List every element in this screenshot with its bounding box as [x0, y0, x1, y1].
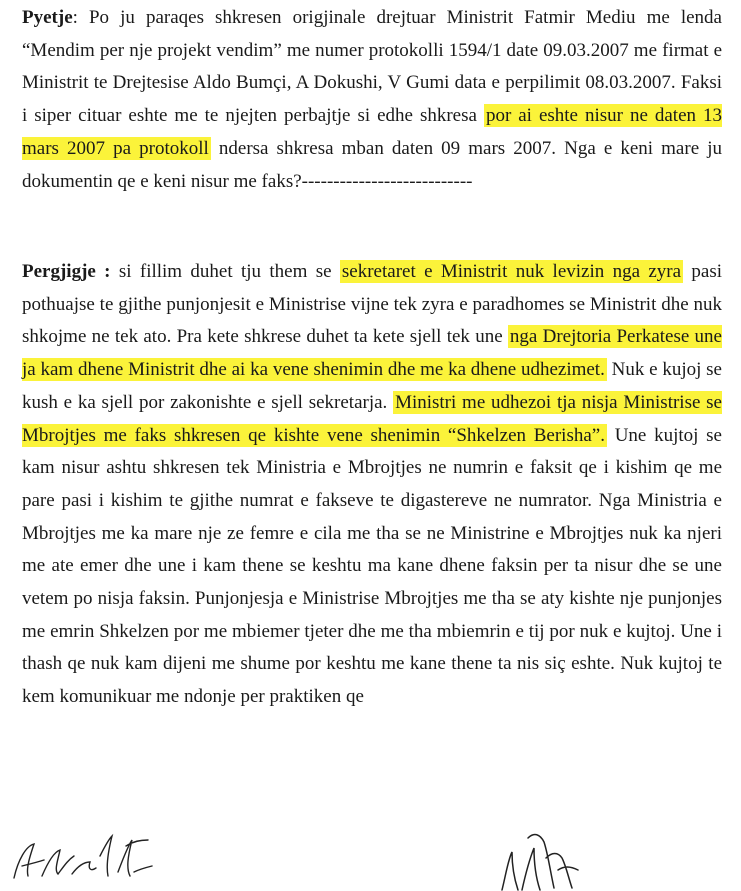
signature-right	[488, 818, 598, 891]
question-paragraph	[22, 2, 722, 198]
signature-left	[8, 826, 158, 888]
answer-text-2: pasi pothuajse te gjithe punjonjesit e Ministrise vijne tek zyra e paradhomes se Ministrit dhe nuk shkojme ne tek ato. Pra kete shkrese duhet ta kete sjell tek une	[22, 261, 722, 348]
answer-text-3: Nuk e kujoj se kush e ka sjell por zakonishte e sjell sekretarja.	[22, 359, 722, 413]
highlight-3: nga Drejtoria Perkatese une ja kam dhene Ministrit dhe ai ka vene shenimin dhe me ka dhene udhezimet.	[22, 326, 722, 381]
answer-text-1: si fillim duhet tju them se	[110, 261, 340, 282]
answer-paragraph	[22, 256, 722, 714]
highlight-2: sekretaret e Ministrit nuk levizin nga zyra	[341, 261, 682, 282]
highlight-1: por ai eshte nisur ne daten 13 mars 2007 pa protokoll	[22, 105, 722, 159]
question-label: Pyetje	[22, 7, 73, 28]
question-text-1: : Po ju paraqes shkresen origjinale drejtuar Ministrit Fatmir Mediu me lenda “Mendim per nje projekt vendim” me numer protokolli 1594/1 date 09.03.2007 me firmat e Ministrit te Drejtesise Aldo Bumçi, A Dokushi, V Gumi data e perpilimit 08.03.2007. Faksi i siper cituar eshte me te njejten perbajtje si edhe shkresa	[22, 7, 722, 127]
answer-label: Pergjigje :	[22, 261, 111, 282]
question-text-2: ndersa shkresa mban daten 09 mars 2007. Nga e keni mare ju dokumentin qe e keni nisur me faks?---------------------------	[22, 137, 722, 192]
highlight-4: Ministri me udhezoi tja nisja Ministrise se Mbrojtjes me faks shkresen qe kishte vene shenimin “Shkelzen Berisha”.	[22, 391, 722, 446]
answer-text-4: Une kujtoj se kam nisur ashtu shkresen tek Ministria e Mbrojtjes ne numrin e faksit qe i kishim qe me pare pasi i kishim te gjithe numrat e fakseve te digastereve ne numrator. Nga Ministria e Mbrojtjes me ka mare nje ze femre e cila me tha se ne Ministrine e Mbrojtjes nuk ka njeri me ate emer dhe une i kam thene se keshtu ma kane dhene faksin per ta nisur dhe se une vetem po nisja faksin. Punjonjesja e Ministrise Mbrojtjes me tha se aty kishte nje punjonjes me emrin Shkelzen por me mbiemer tjeter dhe me tha mbiemrin e tij por nuk e kujtoj. Une i thash qe nuk kam dijeni me shume por keshtu me kane thene ta nis siç eshte. Nuk kujtoj te kem komunikuar me ndonje per praktiken qe	[22, 424, 722, 708]
